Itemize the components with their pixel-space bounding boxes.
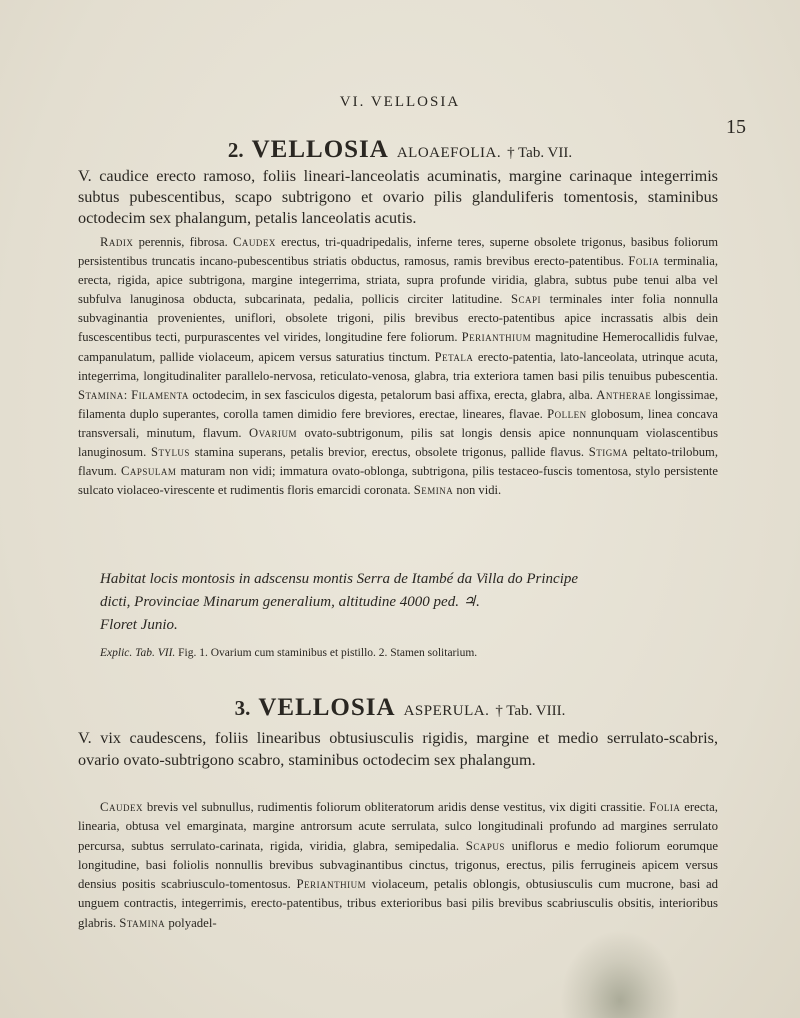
species-2-heading (0, 136, 800, 164)
floret-line: Floret Junio. (100, 617, 178, 633)
species-2-genus: VELLOSIA (251, 136, 389, 163)
species-2-habitat (100, 568, 720, 637)
species-3-heading (0, 694, 800, 722)
species-3-diagnosis: V. vix caudescens, foliis linearibus obtusiusculis rigidis, margine et medio serrulato-scabris, ovario ovato-subtrigono scabro, staminibus octodecim sex phalangum. (78, 729, 718, 769)
paper-stain (560, 930, 680, 1018)
page-number: 15 (726, 116, 746, 138)
explic-text: Fig. 1. Ovarium cum staminibus et pistillo. 2. Stamen solitarium. (178, 647, 478, 659)
habitat-line-1: Habitat locis montosis in adscensu montis Serra de Itambé da Villa do Principe (100, 571, 579, 587)
species-2-plate-ref: † Tab. VII. (507, 145, 573, 161)
species-2-description: Radix perennis, fibrosa. Caudex erectus, tri-quadripedalis, inferne teres, superne obsolete trigonus, basibus foliorum persistentibus truncatis incano-pubescentibus striatis obductus, ramosus, ramis brevibus erecto-patentibus. Folia terminalia, erecta, rigida, apice subtrigona, margine integerrima, striata, supra profunde viridia, glabra, subtus pube tenui alba vel subfulva lanuginosa obducta, subcarinata, pedalia, pollicis circiter latitudine. Scapi terminales inter folia nonnulla subvaginantia provenientes, uniflori, obsolete trigoni, pilis brevibus erecto-patentibus apice incrassatis albis dein fuscescentibus tecti, purpurascentes vel virides, longitudine fere foliorum. Perianthium magnitudine Hemerocallidis fulvae, campanulatum, pallide violaceum, apicem versus saturatius tinctum. Petala erecto-patentia, lato-lanceolata, utrinque acuta, integerrima, longitudinaliter parallelo-nervosa, reticulato-venosa, glabra, tria exteriora tamen basi pilis tenuibus pubescentia. Stamina: Filamenta octodecim, in sex fasciculos digesta, petalorum basi affixa, erecta, glabra, alba. Antherae longissimae, filamenta duplo superantes, corolla tamen dimidio fere breviores, erectae, lineares, flavae. Pollen globosum, linea concava transversali, minutum, flavum. Ovarium ovato-subtrigonum, pilis sat longis densis apice nonnunquam violascentibus lanuginosum. Stylus stamina superans, petalis brevior, erectus, obsolete trigonus, pallide flavus. Stigma peltato-trilobum, flavum. Capsulam maturam non vidi; immatura ovato-oblonga, subtrigona, pilis testaceo-fuscis tomentosa, stylo persistente sulcato violaceo-virescente et rudimentis floris emarcidi coronata. Semina non vidi. (78, 235, 719, 498)
species-3-epithet: ASPERULA. (403, 703, 490, 719)
species-3-description: Caudex brevis vel subnullus, rudimentis foliorum obliteratorum aridis dense vestitus, vix digiti crassitie. Folia erecta, linearia, obtusa vel emarginata, margine antrorsum acute serrulata, sulco longitudinali profundo ad margines serrulato percursa, subtus serrulato-carinata, rigida, viridia, glabra, semipedalia. Scapus uniflorus e medio foliorum eorumque longitudine, basi foliolis nonnullis brevibus subvaginantibus cinctus, trigonus, erectus, pilis ferrugineis apicem versus densius positis scabriusculo-tomentosus. Perianthium violaceum, petalis oblongis, obtusiusculis cum mucrone, basi ad unguem contractis, integerrimis, erecto-patentibus, tribus exterioribus basi pilis brevibus scabriusculis obsitis, interioribus glabris. Stamina polyadel- (78, 800, 719, 930)
explic-lead: Explic. Tab. VII. (100, 647, 176, 659)
habitat-line-2: dicti, Provinciae Minarum generalium, altitudine 4000 ped. ♃. (100, 594, 480, 610)
species-2-number: 2. (227, 138, 244, 162)
species-2-epithet: ALOAEFOLIA. (396, 145, 502, 161)
species-3-genus: VELLOSIA (258, 694, 396, 721)
species-2-diagnosis: V. caudice erecto ramoso, foliis lineari-lanceolatis acuminatis, margine carinaque integerrimis subtus pubescentibus, scapo subtrigono et ovario pilis glanduliferis tomentosis, staminibus octodecim sex phalangum, petalis lanceolatis acutis. (78, 167, 718, 227)
species-2-plate-explanation (100, 645, 720, 661)
running-head: VI. VELLOSIA (339, 94, 461, 110)
species-3-plate-ref: † Tab. VIII. (495, 703, 566, 719)
species-3-number: 3. (234, 696, 251, 720)
